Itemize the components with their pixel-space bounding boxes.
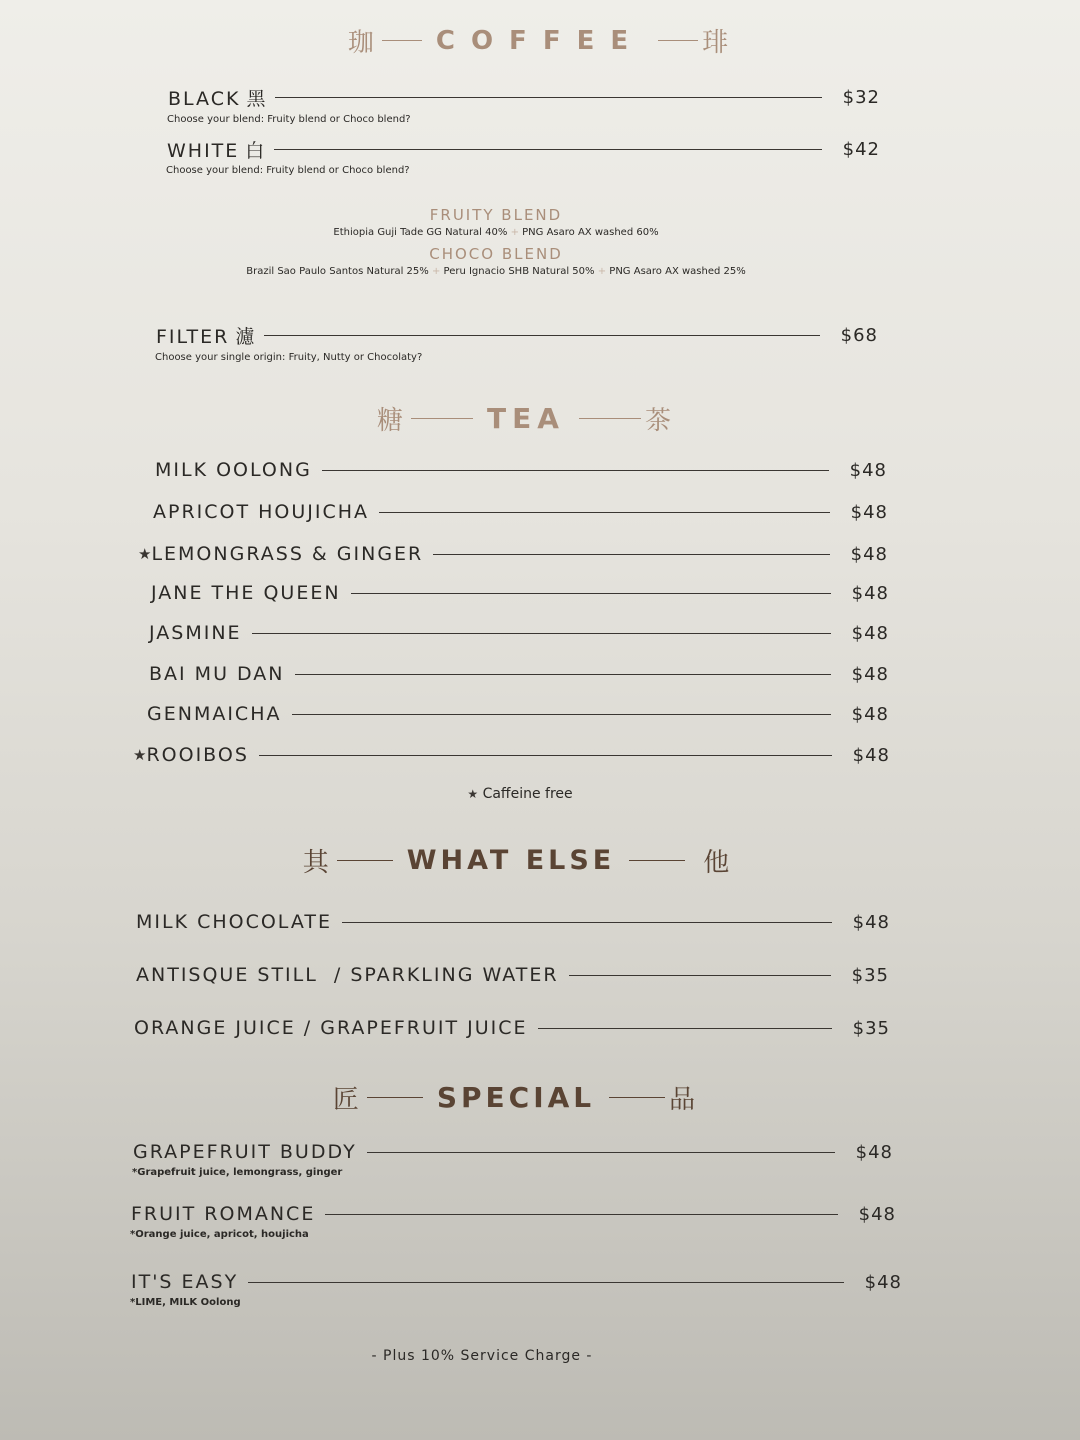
star-icon: ★ <box>467 787 479 801</box>
menu-item-genmaicha[interactable] <box>147 703 889 725</box>
item-name: APRICOT HOUJICHA <box>153 501 370 523</box>
item-note-its-easy: *LIME, MILK Oolong <box>130 1297 241 1308</box>
menu-item-black[interactable] <box>168 84 880 111</box>
menu-item-lemongrass-ginger[interactable] <box>138 543 888 565</box>
special-section-title <box>0 1079 1056 1116</box>
menu-item-milk-chocolate[interactable] <box>136 911 890 933</box>
item-name: JASMINE <box>149 622 242 644</box>
coffee-cn-left: 珈 <box>347 28 378 58</box>
item-name: JANE THE QUEEN <box>151 582 341 604</box>
item-price: $48 <box>858 1203 896 1225</box>
item-name: FILTER 濾 <box>156 326 255 348</box>
item-name: GRAPEFRUIT BUDDY <box>133 1141 357 1163</box>
special-heading: SPECIAL <box>436 1081 596 1114</box>
menu-item-grapefruit-buddy[interactable] <box>133 1141 893 1163</box>
item-price: $48 <box>864 1271 902 1293</box>
tea-cn-left: 糖 <box>377 406 408 436</box>
leader-line <box>433 554 830 555</box>
menu-item-jane-the-queen[interactable] <box>151 582 889 604</box>
leader-line <box>379 512 830 513</box>
tea-heading: TEA <box>487 402 565 435</box>
leader-line <box>264 335 820 336</box>
caffeine-free-note: ★ Caffeine free <box>467 786 573 802</box>
item-name: BAI MU DAN <box>149 663 285 685</box>
coffee-cn-right: 琲 <box>702 28 733 58</box>
item-cn: 濾 <box>235 326 255 348</box>
leader-line <box>259 755 832 756</box>
item-name: IT'S EASY <box>131 1271 239 1293</box>
what-else-heading: WHAT ELSE <box>406 845 616 876</box>
menu-item-apricot-houjicha[interactable] <box>153 501 888 523</box>
menu-item-jasmine[interactable] <box>149 622 889 644</box>
leader-line <box>252 633 831 634</box>
blend-desc-choco: Brazil Sao Paulo Santos Natural 25% + Peru Ignacio SHB Natural 50% + PNG Asaro AX washed 25% <box>246 266 746 277</box>
item-price: $48 <box>849 459 887 481</box>
leader-line <box>292 714 832 715</box>
blend-desc-fruity: Ethiopia Guji Tade GG Natural 40% + PNG Asaro AX washed 60% <box>333 227 659 238</box>
item-name: ANTISQUE STILL / SPARKLING WATER <box>136 964 559 986</box>
leader-line <box>569 975 831 976</box>
item-name: ORANGE JUICE / GRAPEFRUIT JUICE <box>134 1017 528 1039</box>
item-note-black: Choose your blend: Fruity blend or Choco blend? <box>167 114 411 125</box>
menu-item-white[interactable] <box>167 136 880 163</box>
menu-item-milk-oolong[interactable] <box>155 459 887 481</box>
menu-item-water[interactable] <box>136 964 889 986</box>
leader-line <box>351 593 831 594</box>
coffee-heading: COFFEE <box>435 25 645 56</box>
item-name: MILK OOLONG <box>155 459 312 481</box>
item-price: $48 <box>850 501 888 523</box>
item-cn: 白 <box>245 140 265 162</box>
item-price: $48 <box>852 744 890 766</box>
special-cn-left: 匠 <box>332 1085 363 1115</box>
item-price: $48 <box>851 622 889 644</box>
divider-dash <box>337 860 393 861</box>
menu-item-its-easy[interactable] <box>131 1271 902 1293</box>
special-cn-right: 品 <box>669 1085 700 1115</box>
item-note-grapefruit-buddy: *Grapefruit juice, lemongrass, ginger <box>132 1167 343 1178</box>
menu-item-filter[interactable] <box>156 322 878 349</box>
item-note-white: Choose your blend: Fruity blend or Choco blend? <box>166 165 410 176</box>
item-price: $32 <box>842 87 880 108</box>
item-name: ROOIBOS <box>146 744 249 766</box>
leader-line <box>367 1152 835 1153</box>
leader-line <box>322 470 829 471</box>
what-else-cn-right: 他 <box>703 848 734 878</box>
blend-title-fruity: FRUITY BLEND <box>429 206 563 224</box>
item-name: LEMONGRASS & GINGER <box>151 543 424 565</box>
leader-line <box>248 1282 844 1283</box>
divider-dash <box>411 418 473 419</box>
item-note-filter: Choose your single origin: Fruity, Nutty or Chocolaty? <box>155 352 423 363</box>
item-name: BLACK 黑 <box>168 88 266 110</box>
blend-title-choco: CHOCO BLEND <box>429 245 563 263</box>
service-charge-note: - Plus 10% Service Charge - <box>371 1348 593 1364</box>
divider-dash <box>609 1097 665 1098</box>
divider-dash <box>367 1097 423 1098</box>
item-price: $68 <box>840 325 878 346</box>
what-else-cn-left: 其 <box>302 848 333 878</box>
item-note-fruit-romance: *Orange juice, apricot, houjicha <box>130 1229 309 1240</box>
item-price: $48 <box>850 543 888 565</box>
item-price: $35 <box>852 1017 890 1039</box>
item-price: $35 <box>851 964 889 986</box>
divider-dash <box>579 418 641 419</box>
item-price: $42 <box>842 139 880 160</box>
tea-section-title <box>0 400 1066 437</box>
menu-item-rooibos[interactable] <box>133 744 890 766</box>
caffeine-free-star-icon: ★ <box>133 746 147 764</box>
leader-line <box>275 97 822 98</box>
leader-line <box>325 1214 838 1215</box>
divider-dash <box>658 40 698 41</box>
item-name: MILK CHOCOLATE <box>136 911 332 933</box>
item-name: GENMAICHA <box>147 703 282 725</box>
coffee-section-title <box>0 22 1080 59</box>
item-price: $48 <box>852 911 890 933</box>
item-name: FRUIT ROMANCE <box>131 1203 316 1225</box>
divider-dash <box>629 860 685 861</box>
item-name: WHITE 白 <box>167 140 265 162</box>
item-price: $48 <box>851 703 889 725</box>
what-else-section-title <box>0 842 1058 879</box>
item-price: $48 <box>851 582 889 604</box>
divider-dash <box>382 40 422 41</box>
menu-item-juice[interactable] <box>134 1017 890 1039</box>
leader-line <box>538 1028 832 1029</box>
leader-line <box>274 149 822 150</box>
item-price: $48 <box>851 663 889 685</box>
menu-item-fruit-romance[interactable] <box>131 1203 896 1225</box>
tea-cn-right: 茶 <box>644 406 675 436</box>
leader-line <box>295 674 831 675</box>
leader-line <box>342 922 832 923</box>
item-price: $48 <box>855 1141 893 1163</box>
item-cn: 黑 <box>246 88 266 110</box>
caffeine-free-star-icon: ★ <box>138 545 152 563</box>
menu-item-bai-mu-dan[interactable] <box>149 663 889 685</box>
